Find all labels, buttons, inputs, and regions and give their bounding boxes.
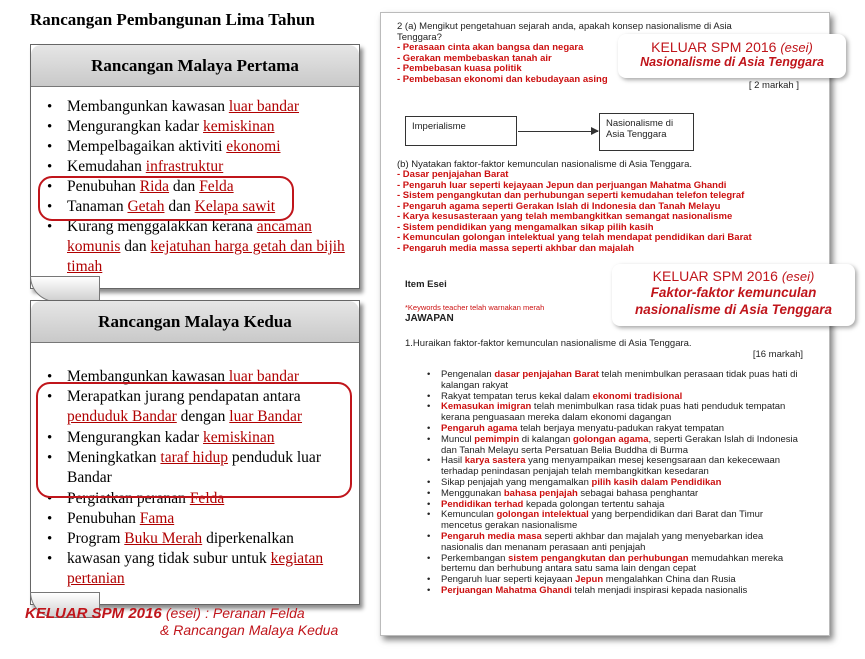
keyword: penduduk Bandar — [67, 408, 177, 425]
keyword: Fama — [139, 510, 175, 527]
highlight-circle-rida-felda — [38, 176, 294, 221]
rmp-item — [47, 137, 353, 157]
item-text: Pergiatkan peranan — [67, 490, 190, 507]
callout-spm-nasionalisme — [618, 34, 846, 78]
keyword: dasar penjajahan Barat — [494, 369, 599, 380]
item-text: telah menjadi inspirasi kepada nasionalis — [571, 584, 748, 596]
callout2-spm: KELUAR SPM 2016 — [652, 268, 778, 284]
keyword: luar bandar — [228, 368, 299, 385]
item-text: Mengurangkan kadar — [67, 118, 204, 135]
keyword: ekonomi tradisional — [592, 390, 683, 402]
callout2-esei: (esei) — [781, 269, 815, 284]
diagram-imperialisme: Imperialisme — [405, 116, 517, 146]
essay-points — [419, 370, 799, 597]
item-text: Membangunkan kawasan — [67, 98, 229, 115]
item-text: dan — [169, 178, 200, 195]
item-text: dengan — [176, 408, 230, 425]
answer-line: - Gerakan membebaskan tanah air — [397, 52, 552, 64]
keyword: kejatuhan harga getah dan bijih timah — [67, 238, 345, 275]
item-text: Penubuhan — [67, 178, 140, 195]
item-text: memudahkan mereka bertemu dan berhubung antara satu sama lain dengan cepat — [441, 552, 784, 575]
item-text: kepada golongan tertentu sahaja — [523, 498, 665, 510]
callout2-sub2: nasionalisme di Asia Tenggara — [634, 302, 833, 317]
answer-line: - Dasar penjajahan Barat — [397, 169, 509, 180]
item-text: Perkembangan — [441, 552, 509, 564]
keyword: taraf hidup — [160, 449, 228, 466]
item-text: dan — [120, 238, 151, 255]
item-text: Kurang menggalakkan kerana — [67, 218, 257, 235]
item-text: Pengaruh luar seperti kejayaan — [441, 574, 576, 586]
keyword: kemiskinan — [203, 429, 275, 446]
q1-marks: [16 markah] — [752, 349, 803, 360]
item-text: telah menimbulkan perasaan tidak puas hati di kalangan rakyat — [441, 369, 798, 391]
q2a-marks: [ 2 markah ] — [748, 80, 799, 91]
keyword: luar bandar — [228, 98, 299, 115]
item-text: Kemunculan — [441, 509, 497, 521]
keyword: sistem pengangkutan dan perhubungan — [508, 552, 689, 564]
essay-item — [419, 370, 799, 392]
keyword: Buku Merah — [124, 530, 203, 547]
q2b-answers — [397, 170, 827, 254]
keyword: pilih kasih dalam Pendidikan — [591, 476, 722, 488]
keyword: golongan intelektual — [496, 509, 589, 521]
keyword: ancaman komunis — [67, 218, 312, 255]
callout-spm-faktor — [612, 264, 855, 326]
keyword: pemimpin — [474, 433, 520, 445]
keyword: kemiskinan — [203, 118, 275, 135]
diagram-nasionalisme: Nasionalisme di Asia Tenggara — [599, 113, 694, 151]
footer-line2: & Rancangan Malaya Kedua — [160, 622, 339, 638]
answer-line: - Pengaruh agama seperti Gerakan Islah di Indonesia dan Tanah Melayu — [397, 200, 721, 212]
q2a-question: 2 (a) Mengikut pengetahuan sejarah anda, apakah konsep nasionalisme di Asia Tenggara? — [397, 21, 732, 43]
keyword: infrastruktur — [145, 158, 224, 175]
keyword: Rida — [139, 178, 170, 195]
item-esei-label: Item Esei — [405, 279, 447, 290]
item-text: diperkenalkan — [202, 530, 294, 547]
item-text: Membangunkan kawasan — [67, 368, 229, 385]
keyword: bahasa penjajah — [503, 487, 578, 499]
jawapan-label: JAWAPAN — [405, 313, 454, 324]
keyword: golongan agama — [573, 433, 649, 445]
keyword: Felda — [189, 490, 225, 507]
item-text: Pengenalan — [441, 369, 495, 380]
callout1-esei: (esei) — [780, 40, 813, 55]
answer-line: - Perasaan cinta akan bangsa dan negara — [397, 42, 584, 53]
diagram-arrow — [518, 131, 598, 132]
rmp-item — [47, 117, 353, 137]
answer-line: - Pembebasan kuasa politik — [397, 63, 522, 74]
answer-line: - Kemunculan golongan intelektual yang telah mendapat pendidikan dari Barat — [397, 232, 752, 243]
answer-line: - Karya kesusasteraan yang telah membangkitkan semangat nasionalisme — [397, 211, 733, 222]
answer-line: - Sistem pengangkutan dan perhubungan seperti kemudahan telefon telegraf — [397, 190, 745, 201]
rancangan-malaya-pertama-card — [30, 44, 360, 289]
answer-line: - Pengaruh luar seperti kejayaan Jepun dan perjuangan Mahatma Ghandi — [397, 179, 727, 191]
item-text: , seperti Gerakan Islah di Indonesia dan Tanah Melayu serta Persatuan Belia Buddha di Burma — [441, 433, 798, 456]
item-text: Meningkatkan — [67, 449, 161, 466]
answer-line: - Pengaruh media massa seperti akhbar dan majalah — [397, 242, 635, 254]
item-text: Kemudahan — [67, 158, 146, 175]
keyword: kegiatan pertanian — [67, 550, 324, 587]
callout2-sub1: Faktor-faktor kemunculan — [650, 285, 817, 300]
essay-item — [419, 532, 799, 554]
item-text: Penubuhan — [67, 510, 140, 527]
item-text: yang menyampaikan mesej kesengsaraan dan kekecewaan terhadap penindasan penjajah telah membangkitkan kesedaran — [441, 455, 781, 478]
essay-item — [419, 586, 799, 597]
footer-spm: KELUAR SPM 2016 — [25, 605, 162, 622]
callout1-sub: Nasionalisme di Asia Tenggara — [640, 55, 824, 69]
item-text: Hasil — [441, 455, 465, 467]
essay-item — [419, 456, 799, 478]
footer-esei: (esei) — [165, 605, 201, 621]
highlight-circle-rmk — [36, 382, 352, 498]
answer-line: - Pembebasan ekonomi dan kebudayaan asing — [397, 73, 608, 85]
item-text: Rakyat tempatan terus kekal dalam — [441, 390, 593, 402]
answer-line: - Sistem pendidikan yang mengamalkan sikap pilih kasih — [397, 221, 654, 233]
keyword: Kemasukan imigran — [441, 401, 532, 413]
callout1-spm: KELUAR SPM 2016 — [651, 39, 777, 55]
item-text: kawasan yang tidak subur untuk — [67, 550, 271, 567]
item-text: Program — [67, 530, 125, 547]
item-text: Mengurangkan kadar — [67, 429, 204, 446]
keyword: Jepun — [575, 574, 604, 586]
item-text: Sikap penjajah yang mengamalkan — [441, 476, 592, 488]
rmp-heading: Rancangan Malaya Pertama — [31, 45, 359, 87]
rmk-item — [47, 549, 353, 589]
scroll-curl — [30, 276, 100, 302]
keyword: Perjuangan Mahatma Ghandi — [441, 584, 572, 596]
essay-item — [419, 435, 799, 457]
item-text: Merapatkan jurang pendapatan antara — [67, 388, 301, 405]
rmk-heading: Rancangan Malaya Kedua — [31, 301, 359, 343]
item-text: telah menimbulkan rasa tidak puas hati penduduk tempatan kerana penguasaan mereka dalam ekonomi dagangan — [441, 401, 786, 424]
item-text: penduduk luar Bandar — [67, 449, 321, 486]
item-text: dan — [164, 198, 195, 215]
rmp-item — [47, 157, 353, 177]
keywords-note: *Keywords teacher telah warnakan merah — [405, 303, 545, 312]
keyword: Kelapa sawit — [194, 198, 276, 215]
item-text: telah berjaya menyatu-padukan rakyat tempatan — [517, 422, 725, 434]
q2b-question: (b) Nyatakan faktor-faktor kemunculan nasionalisme di Asia Tenggara. — [397, 159, 693, 170]
item-text: yang berpendidikan dari Barat dan Timur mencetus gerakan nasionalisme — [441, 509, 764, 532]
essay-item — [419, 402, 799, 424]
essay-item — [419, 554, 799, 576]
rmk-item — [47, 529, 353, 549]
item-text: Menggunakan — [441, 487, 504, 499]
footer-note — [25, 605, 338, 638]
item-text: Tanaman — [67, 198, 128, 215]
rmp-item — [47, 217, 353, 277]
keyword: Pengaruh media masa — [441, 530, 542, 542]
essay-item — [419, 510, 799, 532]
item-text: sebagai bahasa penghantar — [577, 487, 699, 499]
keyword: karya sastera — [464, 455, 526, 467]
item-text: mengalahkan China dan Rusia — [603, 574, 736, 586]
item-text: Muncul — [441, 433, 475, 445]
keyword: Pengaruh agama — [441, 422, 518, 434]
page-title: Rancangan Pembangunan Lima Tahun — [30, 10, 315, 29]
keyword: ekonomi — [226, 138, 281, 155]
item-text: di kalangan — [519, 433, 574, 445]
keyword: Felda — [199, 178, 234, 195]
footer-peranan: : Peranan Felda — [205, 605, 305, 621]
item-text: seperti akhbar dan majalah yang menyebarkan idea nasionalis dan menanam perasaan anti penjajah — [441, 530, 764, 553]
rmk-item — [47, 509, 353, 529]
rmp-item — [47, 97, 353, 117]
keyword: Getah — [127, 198, 165, 215]
q1-question: 1.Huraikan faktor-faktor kemunculan nasionalisme di Asia Tenggara. — [405, 338, 692, 349]
item-text: Mempelbagaikan aktiviti — [67, 138, 227, 155]
keyword: Pendidikan terhad — [441, 498, 524, 510]
keyword: luar Bandar — [229, 408, 303, 425]
